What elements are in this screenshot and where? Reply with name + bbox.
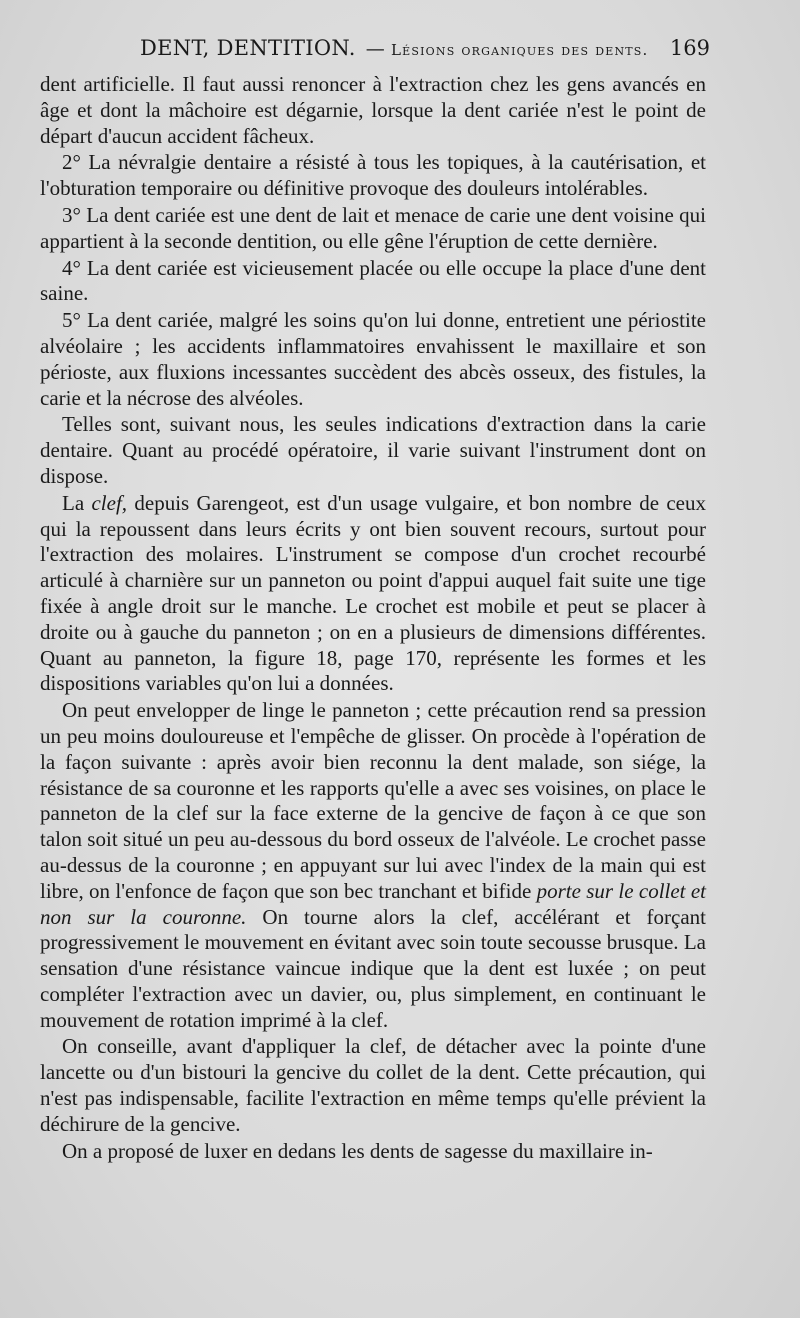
paragraph <box>40 491 706 697</box>
paragraph-text: 5° La dent cariée, malgré les soins qu'on lui donne, entretient une périostite alvéolaire ; les accidents inflammatoires envahissent le maxillaire et son périoste, aux fluxions incessantes succèdent des abcès osseux, des fistules, la carie et la nécrose des alvéoles. <box>40 308 706 410</box>
paragraph-text: 4° La dent cariée est vicieusement placée ou elle occupe la place d'une dent saine. <box>40 255 706 306</box>
paragraph-italic: clef, <box>91 490 128 515</box>
paragraph <box>40 1034 706 1137</box>
header-dash: — <box>365 38 385 60</box>
paragraph-text: On a proposé de luxer en dedans les dents de sagesse du maxillaire in- <box>62 1138 653 1163</box>
paragraph-text: dent artificielle. Il faut aussi renoncer à l'extraction chez les gens avancés en âge et dont la mâchoire est dégarnie, lorsque la dent cariée n'est le point de départ d'aucun accident fâcheux. <box>40 72 706 148</box>
paragraph <box>40 412 706 489</box>
header-subtitle: Lésions organiques des dents. <box>391 41 649 59</box>
page-body <box>40 72 706 1165</box>
paragraph <box>40 150 706 202</box>
paragraph <box>40 308 706 411</box>
paragraph-text: On peut envelopper de linge le panneton ; cette précaution rend sa pression un peu moins douloureuse et l'empêche de glisser. On procède à l'opération de la façon suivante : après avoir bien reconnu la dent malade, son siége, la résistance de sa couronne et les rapports qu'elle a avec ses voisines, on place le panneton de la clef sur la face externe de la gencive de façon à ce que son talon soit situé un peu au-dessous du bord osseux de l'alvéole. Le crochet passe au-dessus de la couronne ; en appuyant sur lui avec l'index de la main qui est libre, on l'enfonce de façon que son bec tranchant et bifide <box>40 698 706 903</box>
paragraph-tail: On tourne alors la clef, accélérant et forçant progressivement le mouvement en évitant avec soin toute secousse brusque. La sensation d'une résistance vaincue indique que la dent est luxée ; on peut compléter l'extraction avec un davier, ou, plus simplement, en continuant le mouvement de rotation imprimé à la clef. <box>40 904 706 1032</box>
paragraph <box>40 72 706 149</box>
paragraph-text: 3° La dent cariée est une dent de lait et menace de carie une dent voisine qui appartient à la seconde dentition, ou elle gêne l'éruption de cette dernière. <box>40 202 706 253</box>
header-title: DENT, DENTITION. <box>140 36 356 60</box>
paragraph <box>40 256 706 308</box>
paragraph <box>40 698 706 1033</box>
paragraph-text: depuis Garengeot, est d'un usage vulgaire, et bon nombre de ceux qui la repoussent dans leurs écrits y ont bien souvent recours, surtout pour l'extraction des molaires. L'instrument se compose d'un crochet recourbé articulé à charnière sur un panneton ou point d'appui auquel fait suite une tige fixée à angle droit sur le manche. Le crochet est mobile et peut se placer à droite ou à gauche du panneton ; on en a plusieurs de dimensions différentes. Quant au panneton, la figure 18, page 170, représente les formes et les dispositions variables qu'on lui a données. <box>40 490 706 696</box>
running-title <box>140 36 649 60</box>
paragraph-text: On conseille, avant d'appliquer la clef, de détacher avec la pointe d'une lancette ou d'un bistouri la gencive du collet de la dent. Cette précaution, qui n'est pas indispensable, facilite l'extraction en même temps qu'elle prévient la déchirure de la gencive. <box>40 1034 706 1136</box>
paragraph <box>40 203 706 255</box>
paragraph-lead: La <box>62 490 92 515</box>
paragraph <box>40 1139 706 1165</box>
page-number: 169 <box>669 36 710 60</box>
paragraph-text: Telles sont, suivant nous, les seules indications d'extraction dans la carie dentaire. Quant au procédé opératoire, il varie suivant l'instrument dont on dispose. <box>40 412 706 488</box>
paragraph-text: 2° La névralgie dentaire a résisté à tous les topiques, à la cautérisation, et l'obturation temporaire ou définitive provoque des douleurs intolérables. <box>40 150 706 201</box>
paragraph-italic: porte sur le collet et non sur la couronne. <box>40 878 706 929</box>
running-header <box>40 36 710 66</box>
